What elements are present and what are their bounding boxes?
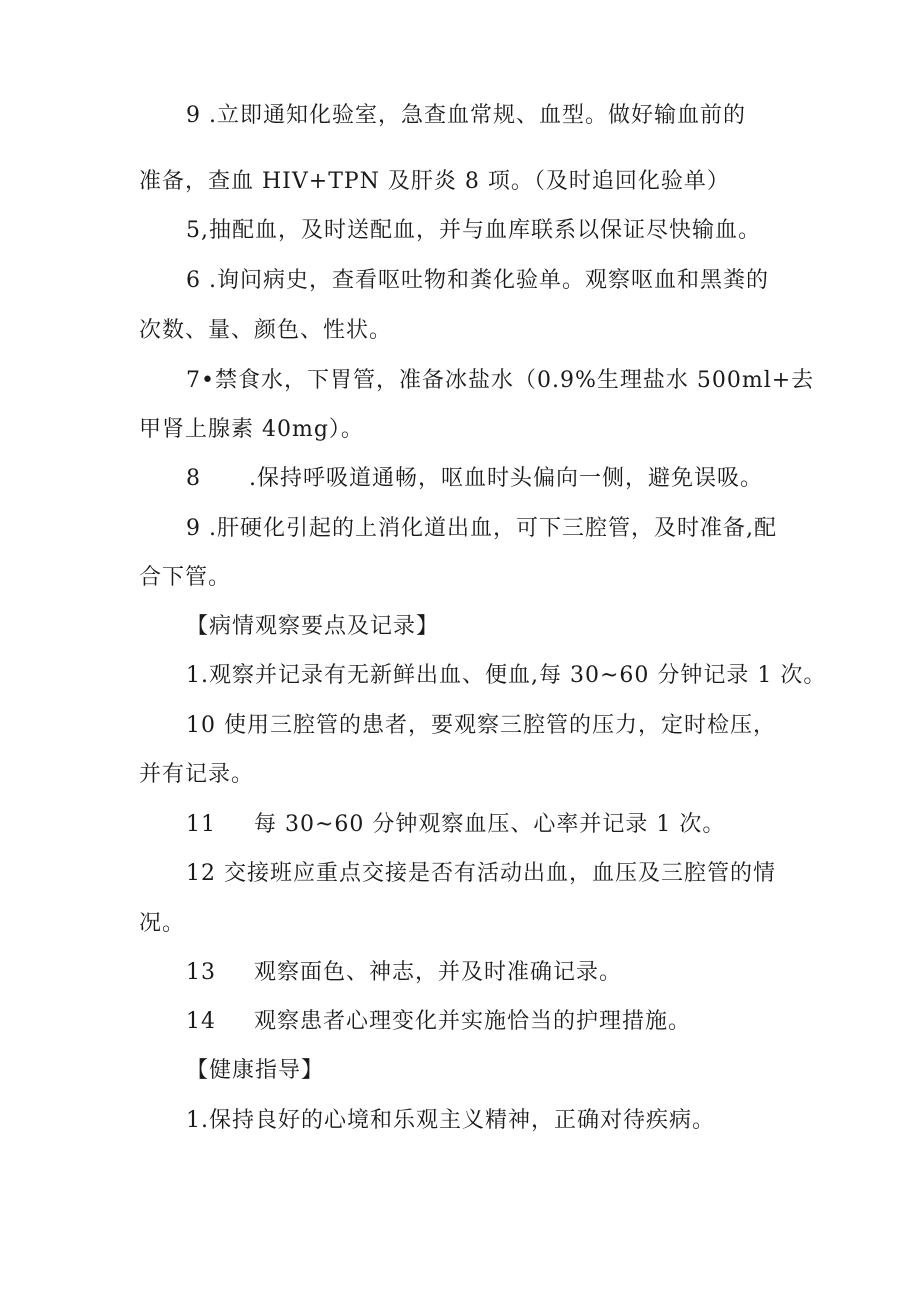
numbered-line (186, 958, 622, 988)
paragraph-line: 1.观察并记录有无新鲜出血、便血,每 30~60 分钟记录 1 次。 (186, 663, 827, 688)
item-number: 13 (186, 960, 216, 985)
section-heading: 【病情观察要点及记录】 (186, 614, 440, 639)
section-heading: 【健康指导】 (186, 1058, 325, 1083)
item-number: 11 (186, 812, 216, 837)
item-text: .保持呼吸道通畅，呕血时头偏向一侧，避免误吸。 (249, 466, 763, 491)
numbered-line (186, 810, 725, 840)
paragraph-line: 准备，查血 HIV+TPN 及肝炎 8 项。（及时追回化验单） (139, 169, 730, 194)
item-text: 观察患者心理变化并实施恰当的护理措施。 (254, 1009, 692, 1034)
item-text: 观察面色、神志，并及时准确记录。 (254, 960, 623, 985)
paragraph-line: 合下管。 (139, 565, 232, 590)
paragraph-line: 9 .立即通知化验室，急查血常规、血型。做好输血前的 (186, 103, 746, 128)
paragraph-line: 10 使用三腔管的患者，要观察三腔管的压力，定时检压， (186, 713, 776, 738)
paragraph-line: 并有记录。 (139, 762, 255, 787)
paragraph-line: 9 .肝硬化引起的上消化道出血，可下三腔管，及时准备,配 (186, 516, 777, 541)
paragraph-line: 1.保持良好的心境和乐观主义精神，正确对待疾病。 (186, 1108, 715, 1133)
item-number: 8 (186, 466, 201, 491)
item-text: 每 30~60 分钟观察血压、心率并记录 1 次。 (254, 812, 726, 837)
numbered-line (186, 1007, 691, 1037)
paragraph-line: 况。 (139, 911, 186, 936)
paragraph-line: 5,抽配血，及时送配血，并与血库联系以保证尽快输血。 (186, 218, 761, 243)
paragraph-line: 7•禁食水，下胃管，准备冰盐水（0.9%生理盐水 500ml+去 (186, 368, 815, 393)
paragraph-line: 甲肾上腺素 40mg）。 (139, 417, 364, 442)
item-number: 14 (186, 1009, 216, 1034)
paragraph-line: 次数、量、颜色、性状。 (139, 318, 393, 343)
numbered-line (186, 464, 763, 494)
paragraph-line: 6 .询问病史，查看呕吐物和粪化验单。观察呕血和黑粪的 (186, 268, 769, 293)
paragraph-line: 12 交接班应重点交接是否有活动出血，血压及三腔管的情 (186, 861, 776, 886)
